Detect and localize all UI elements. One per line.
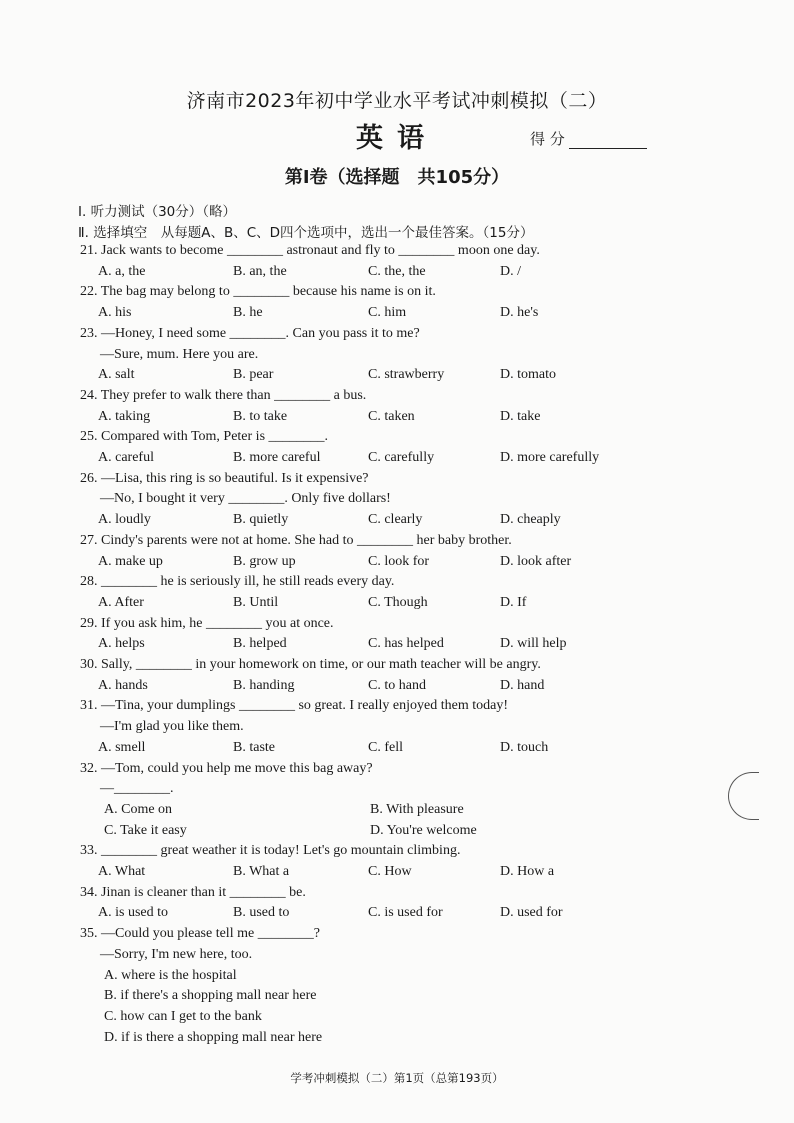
answer-option[interactable]: C. clearly [368,512,423,528]
section-title: 第Ⅰ卷（选择题 共105分） [284,167,510,188]
score-label: 得 分 [530,130,565,148]
answer-option[interactable]: C. fell [368,739,403,755]
answer-option[interactable]: A. a, the [98,263,146,279]
answer-option[interactable]: A. hands [98,677,148,693]
answer-option[interactable]: B. grow up [233,553,296,569]
answer-option[interactable]: D. will help [500,636,567,652]
question-stem: 26. —Lisa, this ring is so beautiful. Is it expensive? [80,470,369,486]
exam-title: 济南市2023年初中学业水平考试冲刺模拟（二） [186,90,608,112]
question-stem: 34. Jinan is cleaner than it ________ be. [80,884,306,900]
question-stem-reply: —I'm glad you like them. [100,719,244,735]
question-stem: 33. ________ great weather it is today! Let's go mountain climbing. [80,843,461,859]
answer-option[interactable]: D. cheaply [500,512,561,528]
question-stem-reply: —Sure, mum. Here you are. [100,346,259,362]
question-stem: 23. —Honey, I need some ________. Can you pass it to me? [80,325,420,341]
answer-option[interactable]: C. Though [368,594,428,610]
answer-option[interactable]: C. How [368,864,412,879]
answer-option[interactable]: B. he [233,305,263,321]
answer-option[interactable]: D. How a [500,864,555,879]
answer-option[interactable]: D. if is there a shopping mall near here [104,1029,323,1045]
subject-title: 英语 [356,123,438,154]
answer-option[interactable]: D. hand [500,677,545,693]
answer-option[interactable]: C. the, the [368,263,426,279]
answer-option[interactable]: C. Take it easy [104,822,187,838]
answer-option[interactable]: A. smell [98,739,146,755]
question-stem: 29. If you ask him, he ________ you at once. [80,615,334,631]
answer-option[interactable]: B. taste [233,739,275,755]
answer-option[interactable]: C. how can I get to the bank [104,1008,262,1024]
answer-option[interactable]: C. is used for [368,905,443,921]
answer-option[interactable]: A. Come on [104,801,173,817]
question-stem-reply: —No, I bought it very ________. Only five dollars! [100,491,391,507]
answer-option[interactable]: B. pear [233,367,274,383]
answer-option[interactable]: A. is used to [98,905,168,921]
answer-option[interactable]: D. If [500,594,527,610]
question-stem: 24. They prefer to walk there than ________ a bus. [80,387,367,403]
page-footer: 学考冲刺模拟（二）第1页（总第193页） [290,1071,504,1085]
answer-option[interactable]: C. him [368,305,407,321]
score-blank [569,134,647,149]
question-stem: 32. —Tom, could you help me move this bag away? [80,760,373,776]
question-stem: 28. ________ he is seriously ill, he still reads every day. [80,574,395,590]
answer-option[interactable]: A. After [98,594,144,610]
question-stem-reply: —Sorry, I'm new here, too. [100,946,253,962]
answer-option[interactable]: D. look after [500,553,572,569]
question-stem: 27. Cindy's parents were not at home. She had to ________ her baby brother. [80,532,512,548]
answer-option[interactable]: A. helps [98,636,145,652]
answer-option[interactable]: D. / [500,263,521,279]
answer-option[interactable]: C. strawberry [368,367,445,383]
question-stem: 31. —Tina, your dumplings ________ so great. I really enjoyed them today! [80,698,508,714]
answer-option[interactable]: B. helped [233,636,287,652]
answer-option[interactable]: C. carefully [368,450,435,465]
question-stem: 25. Compared with Tom, Peter is ________. [80,429,329,445]
answer-option[interactable]: D. touch [500,739,549,755]
question-stem: 35. —Could you please tell me ________? [80,926,320,942]
answer-option[interactable]: B. Until [233,594,279,610]
answer-option[interactable]: C. taken [368,408,415,424]
answer-option[interactable]: C. to hand [368,677,426,693]
answer-option[interactable]: B. to take [233,408,288,424]
answer-option[interactable]: B. handing [233,677,295,693]
answer-option[interactable]: B. an, the [233,263,287,279]
answer-option[interactable]: B. more careful [233,450,321,465]
answer-option[interactable]: B. What a [233,864,290,879]
score-field [530,128,647,149]
question-stem: 30. Sally, ________ in your homework on time, or our math teacher will be angry. [80,657,541,672]
answer-option[interactable]: B. if there's a shopping mall near here [104,988,317,1004]
answer-option[interactable]: C. look for [368,553,430,569]
question-stem-reply: —________. [100,781,174,797]
answer-option[interactable]: A. his [98,305,132,321]
answer-option[interactable]: B. quietly [233,512,289,528]
answer-option[interactable]: A. careful [98,450,154,465]
answer-option[interactable]: A. taking [98,408,151,424]
answer-option[interactable]: A. salt [98,367,135,383]
part-heading-choice: Ⅱ. 选择填空 从每题A、B、C、D四个选项中，选出一个最佳答案。（15分） [78,225,534,241]
answer-option[interactable]: A. make up [98,553,163,569]
answer-option[interactable]: D. more carefully [500,450,600,465]
answer-option[interactable]: A. What [98,864,146,879]
answer-option[interactable]: B. used to [233,905,290,921]
answer-option[interactable]: A. where is the hospital [104,967,237,983]
question-stem: 21. Jack wants to become ________ astronaut and fly to ________ moon one day. [80,243,540,258]
answer-option[interactable]: A. loudly [98,512,151,528]
margin-mark [728,772,759,820]
answer-option[interactable]: D. You're welcome [370,822,477,838]
answer-option[interactable]: D. he's [500,305,539,321]
answer-option[interactable]: B. With pleasure [370,801,464,817]
answer-option[interactable]: D. tomato [500,367,556,383]
question-stem: 22. The bag may belong to ________ because his name is on it. [80,284,436,300]
answer-option[interactable]: D. take [500,408,541,424]
answer-option[interactable]: D. used for [500,905,563,921]
part-heading-listening: Ⅰ. 听力测试（30分）（略） [78,204,236,220]
answer-option[interactable]: C. has helped [368,636,444,652]
